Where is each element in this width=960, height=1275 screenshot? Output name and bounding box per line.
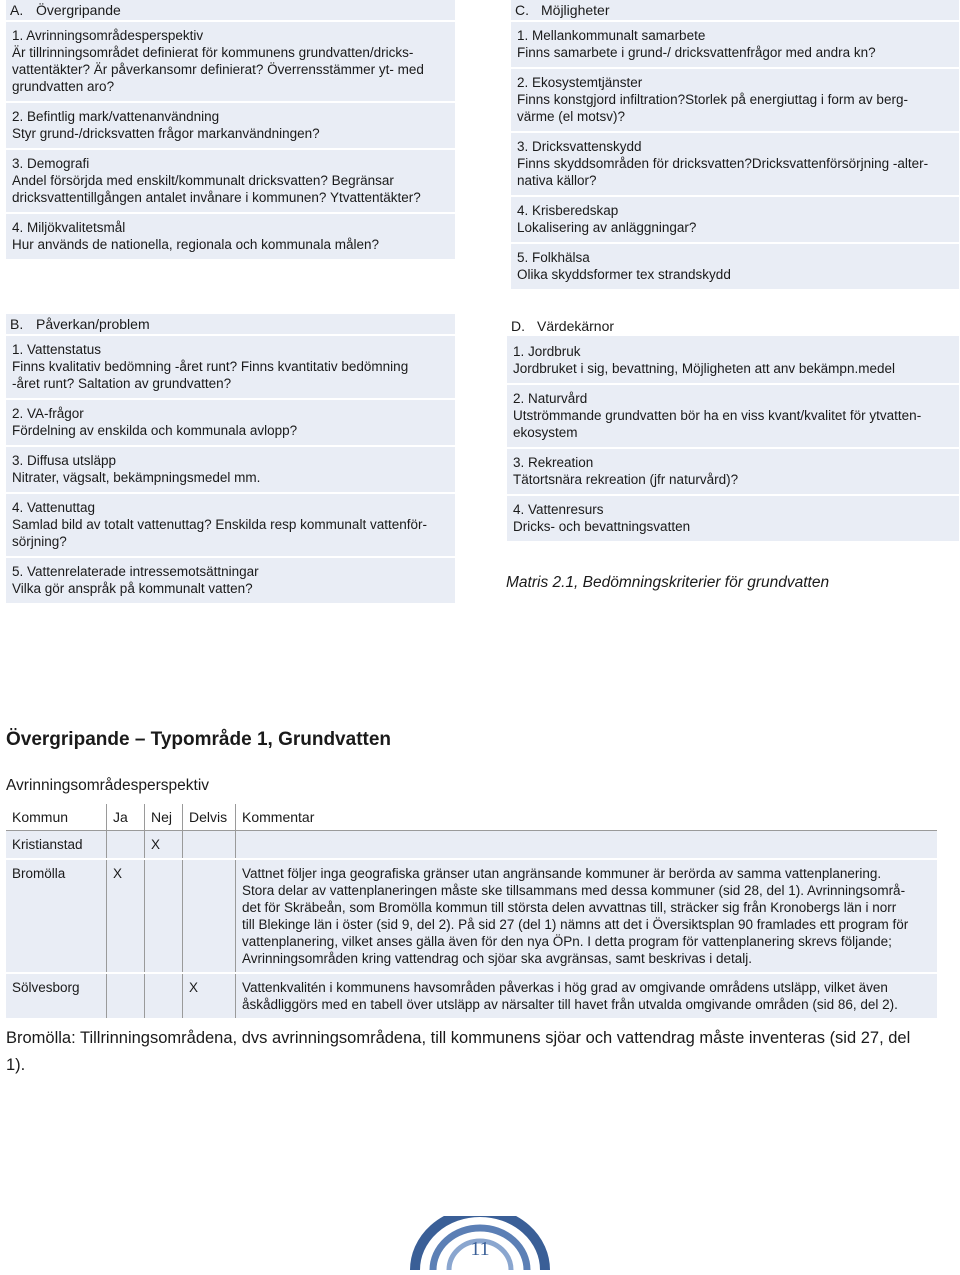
cell-delvis [183, 831, 236, 858]
cell-ja [107, 974, 145, 1018]
item-heading: 1. Avrinningsområdesperspektiv [12, 28, 204, 43]
item-heading: 4. Vattenresurs [513, 502, 604, 517]
box-b-item [6, 494, 455, 558]
item-heading: 4. Miljökvalitetsmål [12, 220, 126, 235]
box-a-header [6, 0, 455, 22]
cell-nej [145, 860, 183, 972]
box-d-header [507, 316, 959, 338]
item-text: Utströmmande grundvatten bör ha en viss kvant/kvalitet för ytvatten- ekosystem [513, 408, 922, 440]
item-text: Lokalisering av anläggningar? [517, 220, 697, 235]
box-c-letter: C. [515, 2, 529, 18]
box-a-item [6, 103, 455, 150]
item-text: Vilka gör anspråk på kommunalt vatten? [12, 581, 253, 596]
matrix-box-d [507, 316, 959, 543]
item-text: Finns konstgjord infiltration?Storlek på energiuttag i form av berg- värme (el motsv)? [517, 92, 908, 124]
item-text: Finns kvalitativ bedömning -året runt? Finns kvantitativ bedömning -året runt? Saltation av grundvatten? [12, 359, 409, 391]
column-header-delvis: Delvis [183, 804, 236, 830]
cell-kommentar [236, 831, 937, 858]
cell-kommun: Sölvesborg [6, 974, 107, 1018]
item-heading: 3. Rekreation [513, 455, 594, 470]
item-heading: 2. Ekosystemtjänster [517, 75, 643, 90]
item-heading: 4. Krisberedskap [517, 203, 619, 218]
box-a-item [6, 150, 455, 214]
box-b-item [6, 558, 455, 605]
box-a-letter: A. [10, 2, 24, 18]
cell-kommun: Bromölla [6, 860, 107, 972]
box-b-item [6, 400, 455, 447]
item-text: Finns skyddsområden för dricksvatten?Dricksvattenförsörjning -alter- nativa källor? [517, 156, 929, 188]
item-text: Tätortsnära rekreation (jfr naturvård)? [513, 472, 739, 487]
box-b-item [6, 447, 455, 494]
matrix-caption: Matris 2.1, Bedömningskriterier för grundvatten [506, 574, 830, 591]
item-heading: 1. Mellankommunalt samarbete [517, 28, 706, 43]
table-header-row [6, 804, 937, 831]
box-b-item [6, 336, 455, 400]
box-a-item [6, 22, 455, 103]
box-a-title: Övergripande [36, 2, 121, 18]
item-heading: 1. Jordbruk [513, 344, 581, 359]
cell-kommun: Kristianstad [6, 831, 107, 858]
page-number: 11 [470, 1238, 490, 1260]
box-a-item [6, 214, 455, 261]
box-d-item [507, 385, 959, 449]
table-row [6, 831, 937, 860]
item-text: Jordbruket i sig, bevattning, Möjligheten att anv bekämpn.medel [513, 361, 895, 376]
cell-kommentar: Vattnet följer inga geografiska gränser utan angränsande kommuner är berörda av samma vattenplanering. Stora delar av vattenplaneringen måste ske tillsammans med dessa kommuner (sid 28, del 1). Avrinningsområ- det för Skräbeån, som Bromölla kommun till största delen avvattnas till, sträcker sig från Kronobergs län i norr till Blekinge län i öster (sid 9, del 2). På sid 27 (del 1) nämns att det i Översiktsplan 90 framlades ett program för vattenplanering, vilket anses gälla även för den nya ÖPn. I detta program för vattenplanering skrevs följande; Avrinningsområden kring vattendrag och sjöar ska avgränsas, samt beskrivas i detalj. [242, 866, 909, 966]
box-c-item [511, 244, 959, 291]
matrix-box-c [511, 0, 959, 291]
item-heading: 3. Diffusa utsläpp [12, 453, 117, 468]
column-header-ja: Ja [107, 804, 145, 830]
section-title: Övergripande – Typområde 1, Grundvatten [6, 729, 392, 750]
box-c-title: Möjligheter [541, 2, 610, 18]
cell-kommentar: Vattenkvalitén i kommunens havsområden påverkas i hög grad av omgivande områdens utsläpp, vilket även åskådliggörs med en tabell över utsläpp av närsalter till havet från utvalda omgivande områden (sid 86, del 2). [242, 980, 898, 1012]
table-row [6, 974, 937, 1020]
cell-delvis: X [183, 974, 236, 1018]
cell-nej: X [145, 831, 183, 858]
box-c-header [511, 0, 959, 22]
item-text: Nitrater, vägsalt, bekämpningsmedel mm. [12, 470, 261, 485]
column-header-kommun: Kommun [6, 804, 107, 830]
item-text: Fördelning av enskilda och kommunala avlopp? [12, 423, 298, 438]
box-c-item [511, 133, 959, 197]
item-heading: 2. Naturvård [513, 391, 588, 406]
table-row [6, 860, 937, 974]
matrix-box-a [6, 0, 455, 261]
box-d-title: Värdekärnor [537, 318, 615, 334]
item-text: Olika skyddsformer tex strandskydd [517, 267, 731, 282]
item-heading: 5. Folkhälsa [517, 250, 590, 265]
item-heading: 4. Vattenuttag [12, 500, 96, 515]
cell-ja [107, 831, 145, 858]
box-d-item [507, 449, 959, 496]
box-b-letter: B. [10, 316, 24, 332]
item-text: Andel försörjda med enskilt/kommunalt dricksvatten? Begränsar dricksvattentillgången antalet invånare i kommunen? Ytvattentäkter? [12, 173, 421, 205]
item-heading: 3. Demografi [12, 156, 90, 171]
item-text: Styr grund-/dricksvatten frågor markanvändningen? [12, 126, 320, 141]
item-heading: 5. Vattenrelaterade intressemotsättningar [12, 564, 259, 579]
matrix-box-b [6, 314, 455, 605]
box-d-item [507, 338, 959, 385]
cell-delvis [183, 860, 236, 972]
box-b-header [6, 314, 455, 336]
item-text: Finns samarbete i grund-/ dricksvattenfrågor med andra kn? [517, 45, 876, 60]
column-header-nej: Nej [145, 804, 183, 830]
page-number-badge [405, 1216, 555, 1270]
item-heading: 3. Dricksvattenskydd [517, 139, 642, 154]
box-d-item [507, 496, 959, 543]
cell-ja: X [107, 860, 145, 972]
assessment-table [6, 804, 937, 1020]
item-heading: 2. Befintlig mark/vattenanvändning [12, 109, 220, 124]
box-d-letter: D. [511, 318, 525, 334]
section-subtitle: Avrinningsområdesperspektiv [6, 777, 210, 794]
item-text: Samlad bild av totalt vattenuttag? Enskilda resp kommunalt vattenför- sörjning? [12, 517, 427, 549]
box-c-item [511, 69, 959, 133]
box-c-item [511, 197, 959, 244]
cell-nej [145, 974, 183, 1018]
item-text: Dricks- och bevattningsvatten [513, 519, 691, 534]
item-heading: 1. Vattenstatus [12, 342, 102, 357]
box-b-title: Påverkan/problem [36, 316, 150, 332]
box-c-item [511, 22, 959, 69]
column-header-kommentar: Kommentar [242, 809, 315, 825]
footnote-text: Bromölla: Tillrinningsområdena, dvs avrinningsområdena, till kommunens sjöar och vattendrag måste inventeras (sid 27, del 1). [6, 1029, 911, 1074]
item-text: Är tillrinningsområdet definierat för kommunens grundvatten/dricks- vattentäkter? Är påverkansomr definierat? Överrensstämmer yt- med grundvatten aro? [12, 45, 424, 94]
item-text: Hur används de nationella, regionala och kommunala målen? [12, 237, 379, 252]
item-heading: 2. VA-frågor [12, 406, 84, 421]
